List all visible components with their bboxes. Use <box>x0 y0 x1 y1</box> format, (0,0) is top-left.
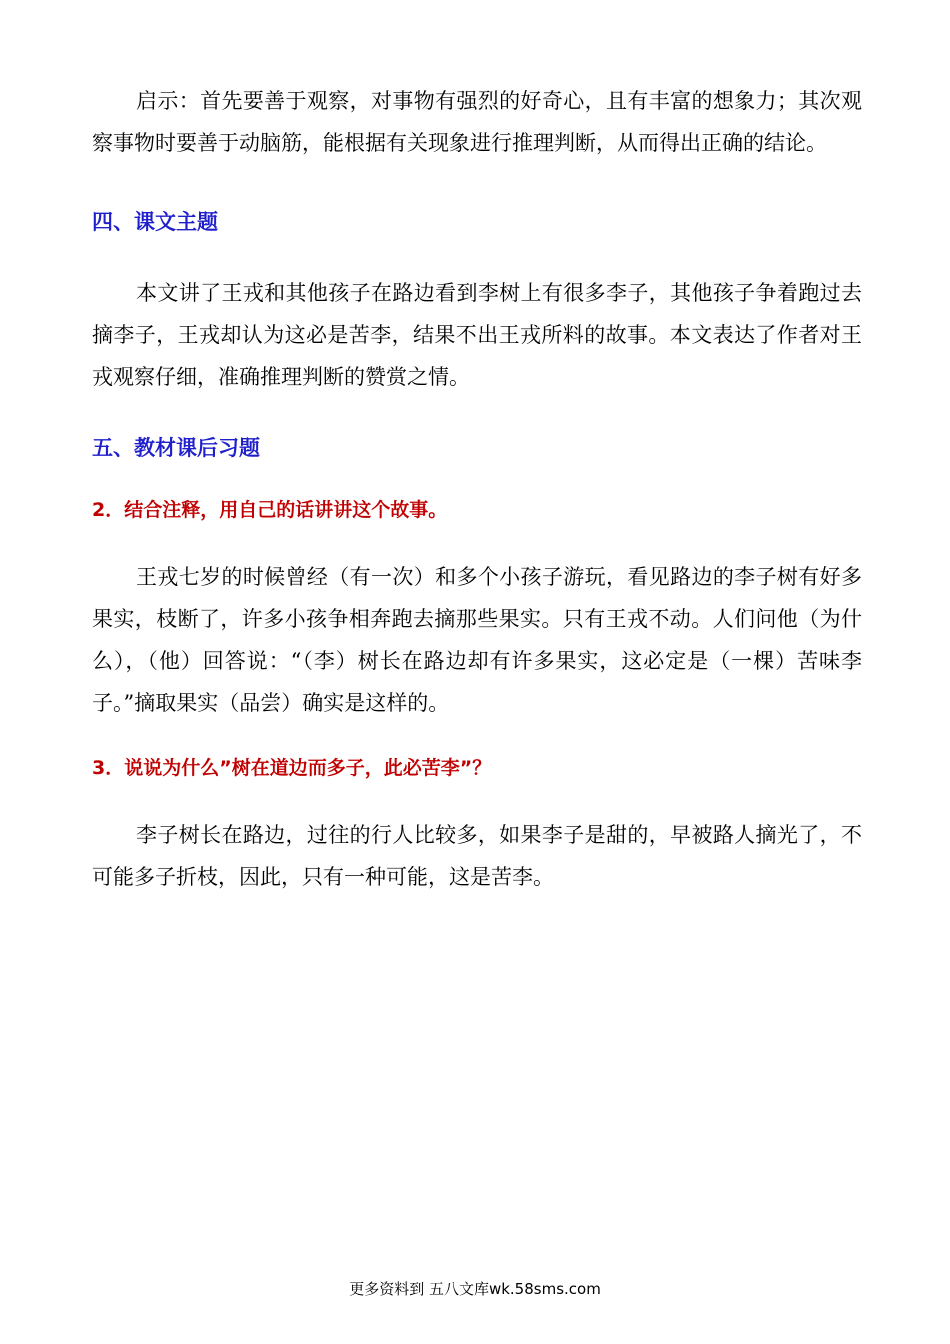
question-2-answer: 王戎七岁的时候曾经（有一次）和多个小孩子游玩，看见路边的李子树有好多果实，枝断了，许多小孩争相奔跑去摘那些果实。只有王戎不动。人们问他（为什么），（他）回答说：“（李）树长在路边却有许多果实，这必定是（一棵）苦味李子。”摘取果实（品尝）确实是这样的。 <box>92 565 862 715</box>
insight-paragraph: 启示：首先要善于观察，对事物有强烈的好奇心，且有丰富的想象力；其次观察事物时要善于动脑筋，能根据有关现象进行推理判断，从而得出正确的结论。 <box>92 89 862 155</box>
footer-watermark: 更多资料到 五八文库wk.58sms.com <box>349 1280 601 1298</box>
question-3-heading: 3．说说为什么”树在道边而多子，此必苦李”？ <box>92 757 492 779</box>
section-4-heading: 四、课文主题 <box>92 210 218 234</box>
section-5-heading: 五、教材课后习题 <box>92 436 260 460</box>
document-body <box>92 80 862 898</box>
question-2-heading: 2．结合注释，用自己的话讲讲这个故事。 <box>92 499 448 521</box>
question-3-answer: 李子树长在路边，过往的行人比较多，如果李子是甜的，早被路人摘光了，不可能多子折枝，因此，只有一种可能，这是苦李。 <box>92 823 862 889</box>
section-4-paragraph: 本文讲了王戎和其他孩子在路边看到李树上有很多李子，其他孩子争着跑过去摘李子，王戎却认为这必是苦李，结果不出王戎所料的故事。本文表达了作者对王戎观察仔细，准确推理判断的赞赏之情。 <box>92 281 862 389</box>
